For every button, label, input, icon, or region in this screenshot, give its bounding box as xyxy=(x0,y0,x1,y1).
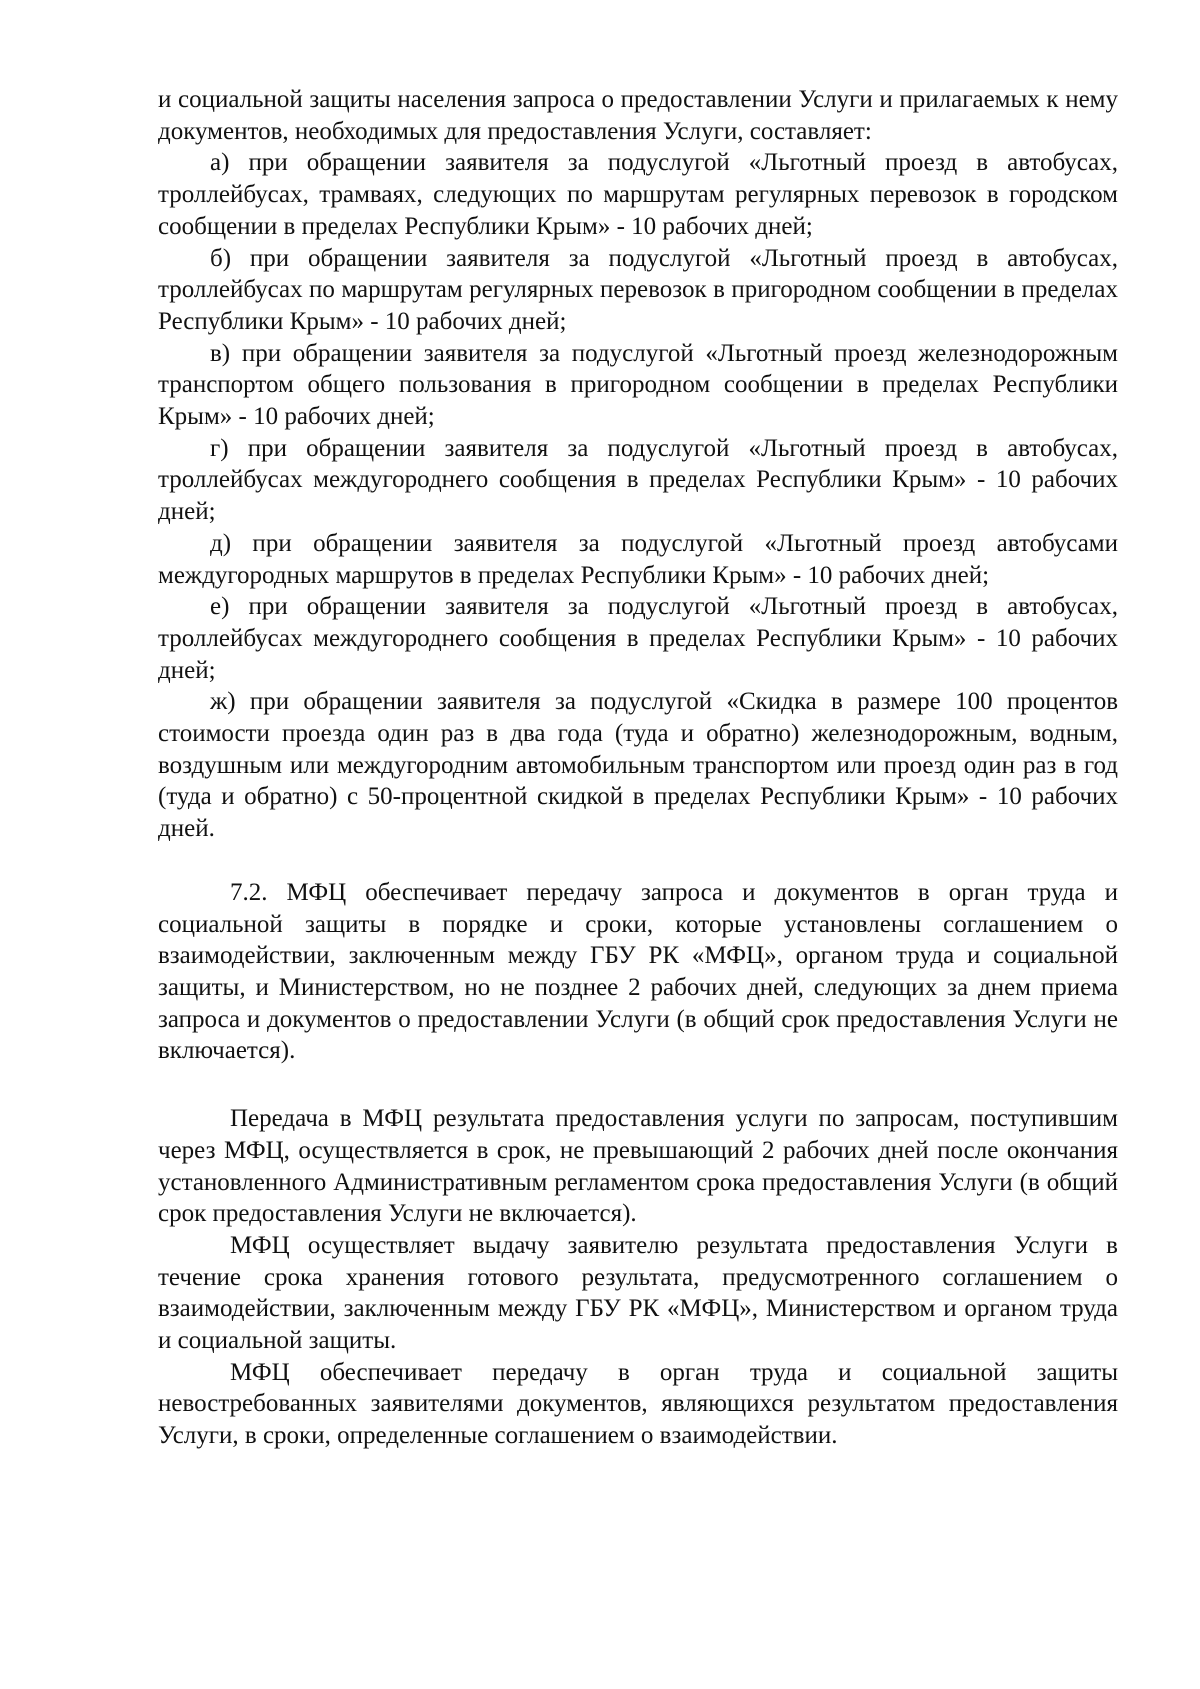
paragraph-item-zh: ж) при обращении заявителя за подуслугой «Скидка в размере 100 процентов стоимости проезда один раз в два года (туда и обратно) железнодорожным, водным, воздушным или междугородним автомобильным транспортом или проезд один раз в год (туда и обратно) с 50-процентной скидкой в пределах Республики Крым» - 10 рабочих дней. xyxy=(158,688,1118,843)
paragraph-item-v: в) при обращении заявителя за подуслугой «Льготный проезд железнодорожным транспортом общего пользования в пригородном сообщении в пределах Республики Крым» - 10 рабочих дней; xyxy=(158,339,1118,431)
paragraph-unclaimed-documents: МФЦ обеспечивает передачу в орган труда и социальной защиты невостребованных заявителями документов, являющихся результатом предоставления Услуги, в сроки, определенные соглашением о взаимодействии. xyxy=(158,1358,1118,1450)
paragraph-item-e: е) при обращении заявителя за подуслугой «Льготный проезд в автобусах, троллейбусах междугороднего сообщения в пределах Республики Крым» - 10 рабочих дней; xyxy=(158,593,1118,684)
paragraph-intro: и социальной защиты населения запроса о предоставлении Услуги и прилагаемых к нему документов, необходимых для предоставления Услуги, составляет: xyxy=(158,86,1118,145)
paragraph-item-a: а) при обращении заявителя за подуслугой «Льготный проезд в автобусах, троллейбусах, трамваях, следующих по маршрутам регулярных перевозок в городском сообщении в пределах Республики Крым» - 10 рабочих дней; xyxy=(158,149,1118,240)
paragraph-item-b: б) при обращении заявителя за подуслугой «Льготный проезд в автобусах, троллейбусах по маршрутам регулярных перевозок в пригородном сообщении в пределах Республики Крым» - 10 рабочих дней; xyxy=(158,244,1118,335)
paragraph-result-issue: МФЦ осуществляет выдачу заявителю результата предоставления Услуги в течение срока хранения готового результата, предусмотренного соглашением о взаимодействии, заключенным между ГБУ РК «МФЦ», Министерством и органом труда и социальной защиты. xyxy=(158,1231,1118,1355)
paragraph-7-2: 7.2. МФЦ обеспечивает передачу запроса и документов в орган труда и социальной защиты в порядке и сроки, которые установлены соглашением о взаимодействии, заключенным между ГБУ РК «МФЦ», органом труда и социальной защиты, и Министерством, но не позднее 2 рабочих дней, следующих за днем приема запроса и документов о предоставлении Услуги (в общий срок предоставления Услуги не включается). xyxy=(158,878,1118,1065)
document-body xyxy=(158,84,1118,1452)
paragraph-item-g: г) при обращении заявителя за подуслугой «Льготный проезд в автобусах, троллейбусах междугороднего сообщения в пределах Республики Крым» - 10 рабочих дней; xyxy=(158,434,1118,526)
paragraph-item-d: д) при обращении заявителя за подуслугой «Льготный проезд автобусами междугородных маршрутов в пределах Республики Крым» - 10 рабочих дней; xyxy=(158,529,1118,589)
paragraph-result-transfer: Передача в МФЦ результата предоставления услуги по запросам, поступившим через МФЦ, осуществляется в срок, не превышающий 2 рабочих дней после окончания установленного Административным регламентом срока предоставления Услуги (в общий срок предоставления Услуги не включается). xyxy=(158,1105,1118,1228)
